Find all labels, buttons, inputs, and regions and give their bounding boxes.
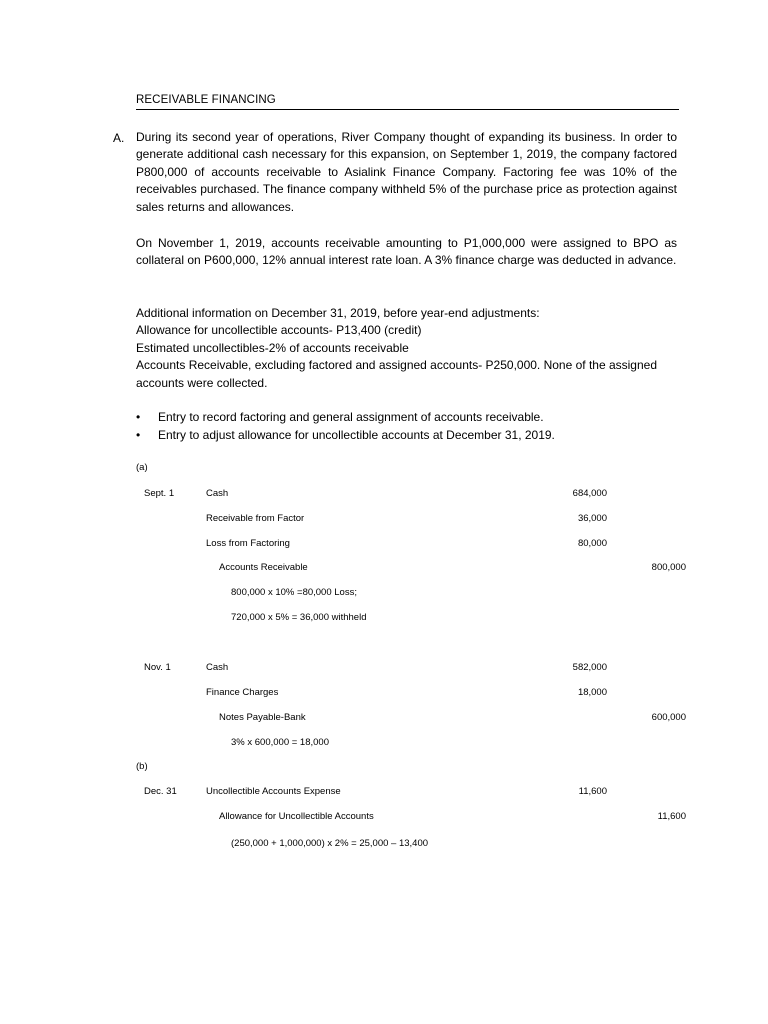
info-line: Accounts Receivable, excluding factored and assigned accounts- P250,000. None of the assigned accounts were collected. <box>136 358 658 390</box>
account-name: Uncollectible Accounts Expense <box>206 786 341 797</box>
problem-paragraph-2: On November 1, 2019, accounts receivable amounting to P1,000,000 were assigned to BPO as collateral on P600,000, 12% annual interest rate loan. A 3% finance charge was deducted in advance. <box>136 236 677 268</box>
part-a-label: (a) <box>136 462 148 473</box>
computation-note: (250,000 + 1,000,000) x 2% = 25,000 – 13,400 <box>231 838 429 849</box>
requirements-list <box>136 409 681 444</box>
debit-amount: 18,000 <box>577 687 607 698</box>
computation-note: 720,000 x 5% = 36,000 withheld <box>231 612 367 623</box>
account-name: Cash <box>206 488 229 499</box>
debit-amount: 582,000 <box>572 662 607 673</box>
computation-note: 800,000 x 10% =80,000 Loss; <box>231 587 357 598</box>
credit-amount: 600,000 <box>651 712 686 723</box>
info-heading: Additional information on December 31, 2019, before year-end adjustments: <box>136 306 540 320</box>
info-line: Allowance for uncollectible accounts- P13,400 (credit) <box>136 323 422 338</box>
additional-info <box>136 305 681 392</box>
credit-amount: 800,000 <box>651 562 686 573</box>
bullet-icon: • <box>136 427 141 442</box>
problem-paragraph-1: During its second year of operations, River Company thought of expanding its business. In order to generate additional cash necessary for this expansion, on September 1, 2019, the company factored P800,000 of accounts receivable to Asialink Finance Company. Factoring fee was 10% of the receivables purchased. The finance company withheld 5% of the purchase price as protection against sales returns and allowances. <box>136 130 677 214</box>
entry-date: Dec. 31 <box>144 786 177 797</box>
requirement-text: Entry to adjust allowance for uncollectible accounts at December 31, 2019. <box>158 427 555 442</box>
requirement-item <box>136 427 681 445</box>
account-name: Loss from Factoring <box>206 538 290 549</box>
bullet-icon: • <box>136 410 141 424</box>
entry-date: Sept. 1 <box>144 488 175 499</box>
account-name: Receivable from Factor <box>206 513 305 524</box>
part-b-label: (b) <box>136 761 148 772</box>
debit-amount: 684,000 <box>572 488 607 499</box>
account-name: Notes Payable-Bank <box>219 712 306 723</box>
requirement-item <box>136 409 681 427</box>
account-name: Cash <box>206 662 229 673</box>
account-name: Finance Charges <box>206 687 279 698</box>
entry-date: Nov. 1 <box>144 662 171 673</box>
account-name: Accounts Receivable <box>219 562 308 573</box>
computation-note: 3% x 600,000 = 18,000 <box>231 737 329 748</box>
debit-amount: 80,000 <box>577 538 607 549</box>
debit-amount: 36,000 <box>577 513 607 524</box>
problem-letter: A. <box>113 131 125 145</box>
account-name: Allowance for Uncollectible Accounts <box>219 811 374 822</box>
credit-amount: 11,600 <box>657 811 686 822</box>
requirement-text: Entry to record factoring and general assignment of accounts receivable. <box>158 410 544 424</box>
page-title: RECEIVABLE FINANCING <box>136 94 679 110</box>
debit-amount: 11,600 <box>578 786 607 797</box>
info-line: Estimated uncollectibles-2% of accounts receivable <box>136 340 409 355</box>
